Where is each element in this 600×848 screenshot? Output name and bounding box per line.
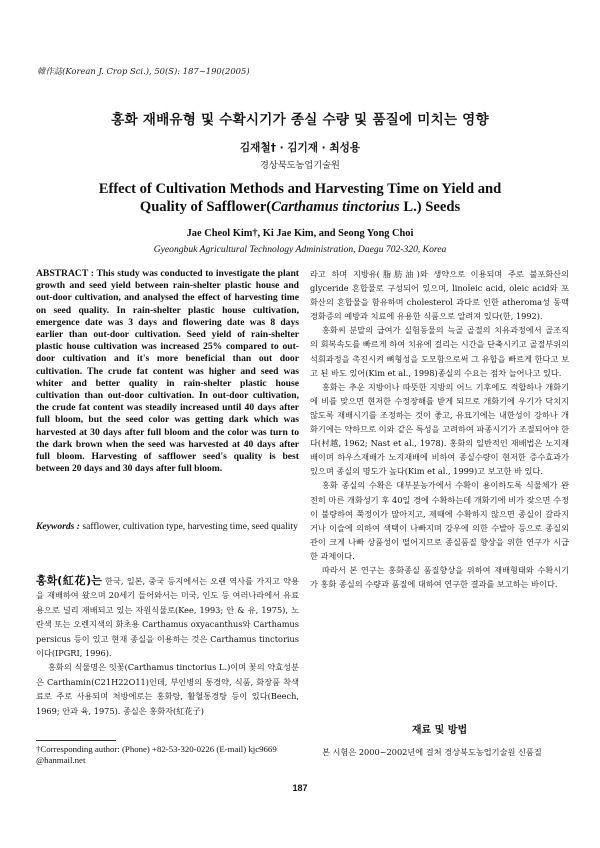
footnote-divider: [36, 740, 116, 741]
intro-paragraph-2: 홍화의 식물명은 잇꽃(Carthamus tinctorius L.)이며 꽃의 약효성분은 Carthamin(C21H22O11)인데, 부인병의 통경약, 식품, 화장품 착색료로 주로 사용되며 처방에로는 홍화탕, 활혈통경탕 등이 있다(Beech, 1969; 안과 육, 1975). 종실은 홍화자(紅花子): [36, 662, 299, 716]
affiliation-korean: 경상북도농업기술원: [260, 160, 340, 171]
abstract: [36, 268, 299, 475]
authors-english: Jae Cheol Kim†, Ki Jae Kim, and Seong Yong Choi: [186, 228, 414, 239]
intro-paragraph-1-text: 한국, 일본, 중국 등지에서는 오랜 역사를 가지고 약용을 재배하여 왔으며 20세기 들어와서는 미국, 인도 등 여러나라에서 유료용으로 널리 재배되고 있는 자원식물로(Kee, 1993; 안 & 유, 1975), 노란색 또는 오렌지색의 화초용 Carthamus oxyacanthus와 Carthamus persicus 등이 있고 현재 종실을 이용하는 것은 Carthamus tinctorius이다(IPGRI, 1996).: [36, 576, 299, 659]
title-english-line2: [0, 198, 600, 216]
right-paragraph-3: 홍화는 추운 지방이나 따뜻한 지방의 어느 기후에도 적합하나 개화기에 비를 맞으면 현저한 수정장해를 받게 되므로 개화기에 우기가 닥치지 않도록 재배시기를 조정하는 것이 좋고, 유묘기에는 내한성이 강하나 개화기에는 약하므로 이와 같은 특성을 고려하여 파종시기가 조절되어야 한다(村越, 1962; Nast et al., 1978). 홍화의 일반적인 재배법은 노지재배이며 하우스재배가 노지재배에 비하여 종실수량이 현저한 증수효과가 있으며 종실의 명도가 높다(Kim et al., 1999)고 보고한 바 있다.: [310, 381, 569, 477]
keywords-text: safflower, cultivation type, harvesting time, seed quality: [79, 521, 298, 532]
title-korean: 홍화 재배유형 및 수확시기가 종실 수량 및 품질에 미치는 영향: [111, 112, 489, 128]
footnote-line1: †Corresponding author: (Phone) +82-53-320-0226 (E-mail) kjc9669: [36, 744, 277, 754]
right-paragraph-4: 홍화 종실의 수확은 대부분농가에서 수확이 용이하도록 식물체가 완전히 마른 개화성기 후 40일 경에 수확하는데 개화기에 비가 잦으면 수정이 불량하여 쭉정이가 많아지고, 제때에 수확하지 않으면 종실이 갈라지거나 이슬에 의하여 색택이 나빠지며 강우에 의한 수발아 등으로 종실외관이 크게 나빠 상품성이 떨어지므로 종실품질 향상을 위한 연구가 시급한 과제이다.: [310, 480, 569, 561]
footnote: [36, 744, 299, 766]
right-paragraph-5: 따라서 본 연구는 홍화종실 품질향상을 위하여 재배형태와 수확시기가 홍화 종실의 수량과 품질에 대하여 연구한 결과를 보고하는 바이다.: [310, 564, 569, 590]
footnote-line2: @hanmail.net: [36, 755, 86, 765]
right-paragraph-1: 라고 하며 지방유(脂肪油)와 생약으로 이용되며 주로 불포화산의 glyceride 혼합물로 구성되어 있으며, linoleic acid, oleic acid와 포화산의 혼합물을 함유하며 cholesterol 과다로 인한 atheroma성 동맥경화증의 예방과 치료에 유용한 식품으로 알려져 있다(한, 1992).: [310, 269, 569, 322]
title-english: [0, 180, 600, 216]
intro-paragraph-1: [36, 574, 299, 660]
abstract-text: This study was conducted to investigate the plant growth and seed yield between rain-shelter plastic house and out-door cultivation, and analysed the effect of harvesting time on seed quality. In rain-shelter plastic house cultivation, emergence date was 3 days and flowering date was 8 days earlier than out-door cultivation. Seed yield of rain-shelter plastic house cultivation was increased 25% compared to out-door cultivation and it's more beneficial than out door cultivation. The crude fat content was higher and seed was whiter and better quality in rain-shelter plastic house cultivation than out-door cultivation. In out-door cultivation, the crude fat content was steadily increased until 40 days after full bloom, but the seed color was getting dark which was harvested at 30 days after full bloom and the color was turn to the dark brown when the seed was harvested at 40 days after full bloom. Harvesting of safflower seed's quality is best between 20 days and 30 days after full bloom.: [36, 268, 299, 475]
intro-left-column: [36, 574, 299, 718]
keywords-label: Keywords :: [36, 521, 80, 532]
species-name: Carthamus tinctorius: [271, 199, 400, 215]
intro-lead-term: 홍화(紅花)는: [36, 574, 102, 587]
page-number: 187: [292, 783, 308, 793]
title-english-pre: Quality of Safflower(: [139, 199, 272, 215]
title-english-post: L.) Seeds: [399, 199, 461, 215]
abstract-label: ABSTRACT :: [36, 268, 94, 279]
title-english-line1: Effect of Cultivation Methods and Harvesting Time on Yield and: [98, 181, 502, 197]
authors-korean: 김재철† · 김기재 · 최성용: [239, 142, 361, 154]
affiliation-english: Gyeongbuk Agricultural Technology Administration, Daegu 702-320, Korea: [153, 244, 447, 255]
section-heading-methods: 재료 및 방법: [411, 725, 468, 736]
journal-citation: 韓作誌(Korean J. Crop Sci.), 50(S): 187~190(2005): [37, 66, 250, 76]
methods-first-line: 본 시험은 2000~2002년에 걸쳐 경상북도농업기술원 신품질: [322, 747, 542, 757]
right-paragraph-2: 홍화씨 분말의 급여가 실험동물의 늑골 골절의 치유과정에서 골조직의 회복속도를 빠르게 하여 치유에 걸리는 시간을 단축시키고 골절부위의 석회과정을 촉진시켜 뼈형성을 도모함으로써 그 유합을 빠르게 한다고 보고 된 바도 있어(Kim et al., 1998)종실의 수요는 점차 늘어나고 있다.: [310, 325, 569, 378]
intro-right-column: [310, 267, 569, 591]
keywords: [36, 521, 299, 533]
